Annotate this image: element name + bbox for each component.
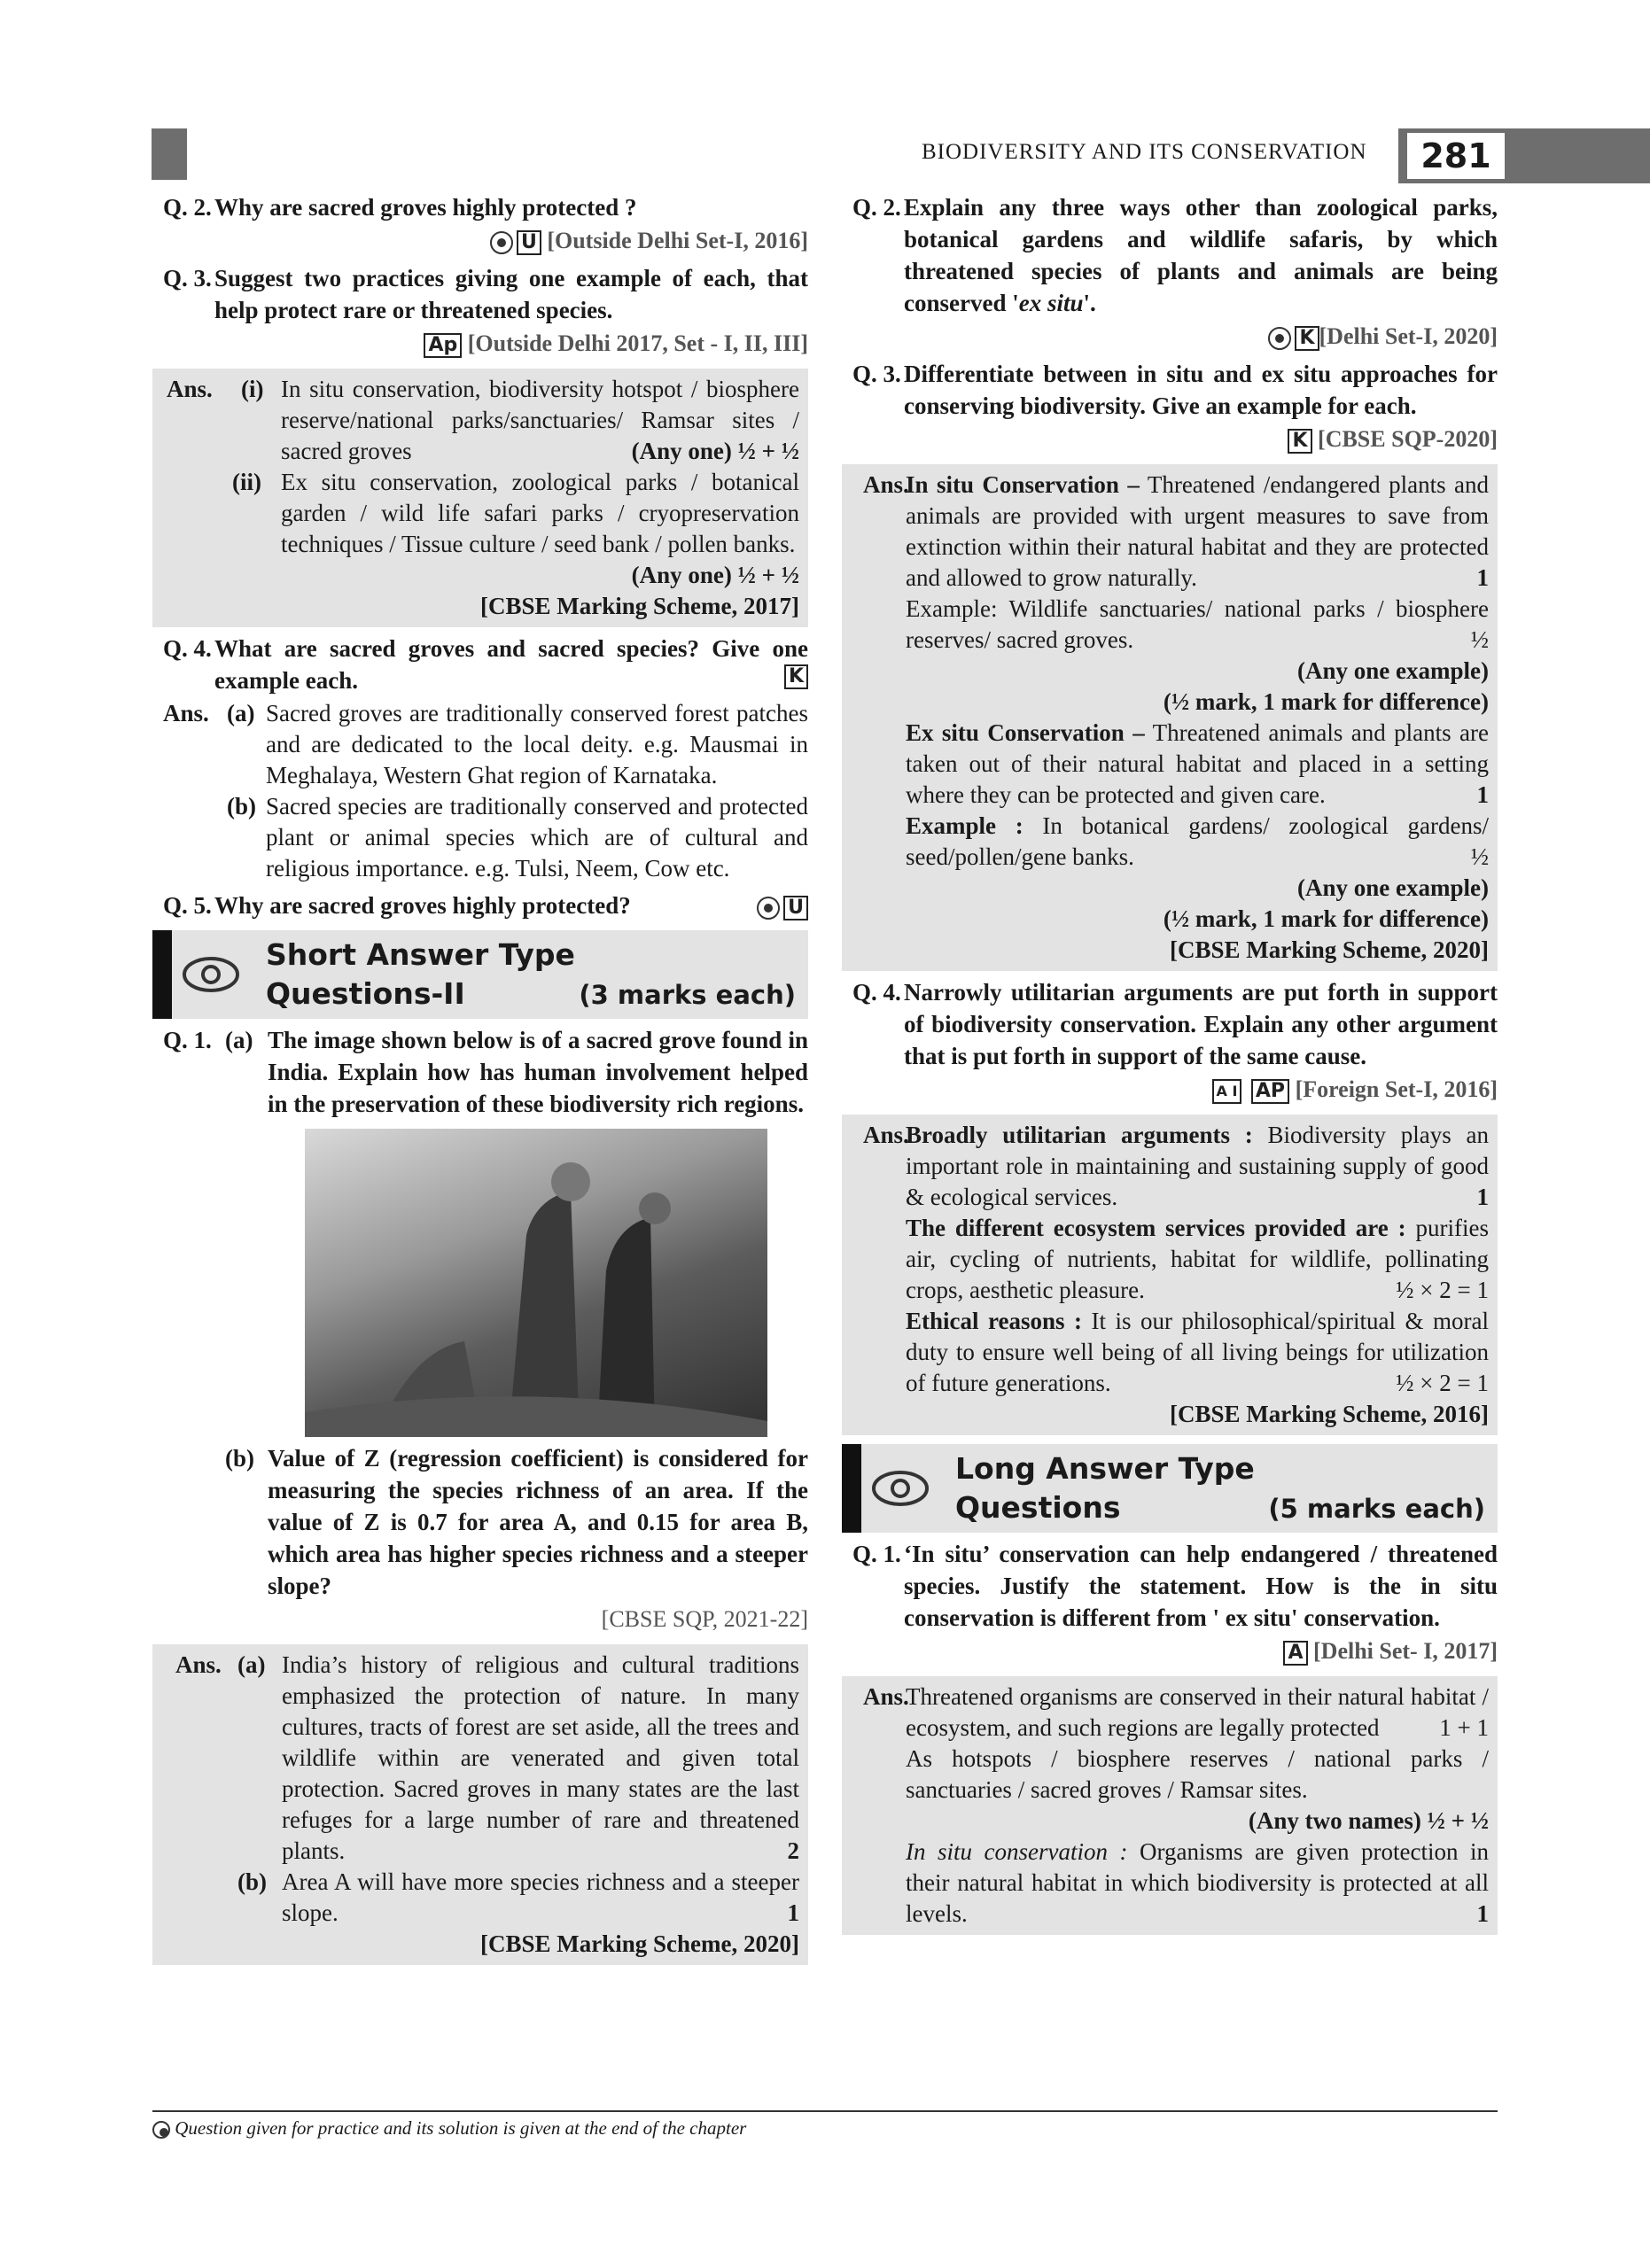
sacred-grove-photo (305, 1129, 767, 1437)
header-bar-left (152, 128, 187, 180)
practice-icon (757, 897, 780, 920)
question: Q. 2. Why are sacred groves highly protected ? (163, 194, 637, 221)
level-badge: K (1288, 429, 1311, 454)
answer-box: Ans. Broadly utilitarian arguments : Biodiversity plays an important role in maintaining and sustaining supply of good & ecological services. 1 The different ecosystem services provided are : purifies air, cycling of nutrients, habitat for wildlife, pollinating crops, aesthetic pleasure. ½ × 2 = 1 Ethical reasons : It is our philosophical/spiritual & moral duty to ensure well being of all living beings for utilization of future generations. ½ × 2 = 1 [CBSE Marking Scheme, 2016] (842, 1115, 1498, 1435)
running-title: BIODIVERSITY AND ITS CONSERVATION (922, 140, 1367, 164)
marking-scheme: [CBSE Marking Scheme, 2020] (1170, 936, 1489, 963)
question-source: A [Delhi Set- I, 2017] (842, 1635, 1498, 1667)
level-badge: U (783, 896, 808, 920)
answer: Ans. (a) Sacred groves are traditionally conserved forest patches and are dedicated to the local deity. e.g. Mausmai in Meghalaya, Western Ghat region of Karnataka. (b) Sacred species are traditionally conserved and protected plant or animal species which are of cultural and religious importance. e.g. Tulsi, Neem, Cow etc. (163, 700, 808, 882)
level-badge: U (517, 230, 541, 255)
eye-icon (179, 948, 243, 1001)
answer-box: Ans. (a) India’s history of religious and cultural traditions emphasized the protection of nature. In many cultures, tracts of forest are set aside, all the trees and wildlife within are venerated and given total protection. Sacred groves in many states are the last refuges for a large number of rare and threatened plants. 2 (b) Area A will have more species richness and a steeper slope. 1 [CBSE Marking Scheme, 2020] (152, 1644, 808, 1965)
left-column (152, 186, 808, 1965)
question: Q. 5. Why are sacred groves highly protected? U (152, 889, 808, 921)
answer-box: Ans. In situ Conservation – Threatened /endangered plants and animals are provided with urgent measures to save from extinction within their natural habitat and they are protected and allowed to grow naturally. 1 Example: Wildlife sanctuaries/ national parks / biosphere reserves/ sacred groves. ½ (Any one example) (½ mark, 1 mark for difference) Ex situ Conservation – Threatened animals and plants are taken out of their natural habitat and placed in a setting where they can be protected and given care. 1 Example : In botanical gardens/ zoological gardens/ seed/pollen/gene banks. ½ (Any one example) (½ mark, 1 mark for difference) [CBSE Marking Scheme, 2020] (842, 464, 1498, 971)
answer-box: Ans. Threatened organisms are conserved in their natural habitat / ecosystem, and such regions are legally protected 1 + 1 As hotspots / biosphere reserves / national parks / sanctuaries / sacred groves / Ramsar sites. (Any two names) ½ + ½ In situ conservation : Organisms are given protection in their natural habitat in which biodiversity is protected at all levels. 1 (842, 1676, 1498, 1935)
question: (b) Value of Z (regression coefficient) is considered for measuring the species richness of an area. If the value of Z is 0.7 for area A, and 0.15 for area B, which area has higher species richness and a steeper slope? (225, 1445, 808, 1599)
question: Q. 3. Suggest two practices giving one example of each, that help protect rare or threatened species. (163, 265, 808, 323)
footer-note: Question given for practice and its solution is given at the end of the chapter (152, 2117, 746, 2140)
practice-icon (152, 2121, 170, 2139)
question-source: K [CBSE SQP-2020] (842, 423, 1498, 455)
section-header: Long Answer Type Questions (5 marks each) (842, 1444, 1498, 1533)
question-source: K [Delhi Set-I, 2020] (842, 321, 1498, 353)
level-badge: K (1295, 326, 1319, 351)
question-source: A I AP [Foreign Set-I, 2016] (842, 1074, 1498, 1106)
right-column (842, 186, 1498, 1935)
question-source: U [Outside Delhi Set-I, 2016] (152, 225, 808, 257)
question: Q. 1. (a) The image shown below is of a sacred grove found in India. Explain how has human involvement helped in the preservation of these biodiversity rich regions. (163, 1027, 808, 1117)
ai-badge: A I (1212, 1079, 1242, 1104)
level-badge: A (1283, 1641, 1307, 1666)
marking-scheme: [CBSE Marking Scheme, 2020] (480, 1930, 799, 1957)
answer-box: Ans. (i) In situ conservation, biodiversity hotspot / biosphere reserve/national parks/sanctuaries/ Ramsar sites / sacred groves (Any one) ½ + ½ (ii) Ex situ conservation, zoological parks / botanical garden / wild life safari parks / cryopreservation techniques / Tissue culture / seed bank / pollen banks. (Any one) ½ + ½ [CBSE Marking Scheme, 2017] (152, 369, 808, 627)
page-number: 281 (1407, 133, 1505, 179)
section-header: Short Answer Type Questions-II (3 marks each) (152, 930, 808, 1019)
question: Q. 2. Explain any three ways other than zoological parks, botanical gardens and wildlife safaris, by which threatened species of plants and animals are being conserved 'ex situ'. (852, 194, 1498, 316)
practice-icon (1268, 327, 1291, 350)
question: Q. 1. ‘In situ’ conservation can help endangered / threatened species. Justify the statement. How is the in situ conservation is different from ' ex situ' conservation. (852, 1541, 1498, 1631)
question: Q. 3. Differentiate between in situ and ex situ approaches for conserving biodiversity. Give an example for each. (852, 361, 1498, 419)
question-source: Ap [Outside Delhi 2017, Set - I, II, III] (152, 328, 808, 360)
level-badge: K (784, 664, 808, 689)
eye-icon (868, 1462, 932, 1515)
marking-scheme: [CBSE Marking Scheme, 2016] (1170, 1401, 1489, 1427)
question: Q. 4. What are sacred groves and sacred species? Give one example each. K (163, 635, 808, 694)
question: Q. 4. Narrowly utilitarian arguments are put forth in support of biodiversity conservation. Explain any other argument that is put forth in support of the same cause. (852, 979, 1498, 1069)
practice-icon (490, 231, 513, 254)
marking-scheme: [CBSE Marking Scheme, 2017] (480, 593, 799, 619)
question-source: [CBSE SQP, 2021-22] (601, 1606, 808, 1632)
level-badge: AP (1251, 1079, 1289, 1104)
level-badge: Ap (424, 333, 462, 358)
footer-rule (152, 2110, 1498, 2112)
